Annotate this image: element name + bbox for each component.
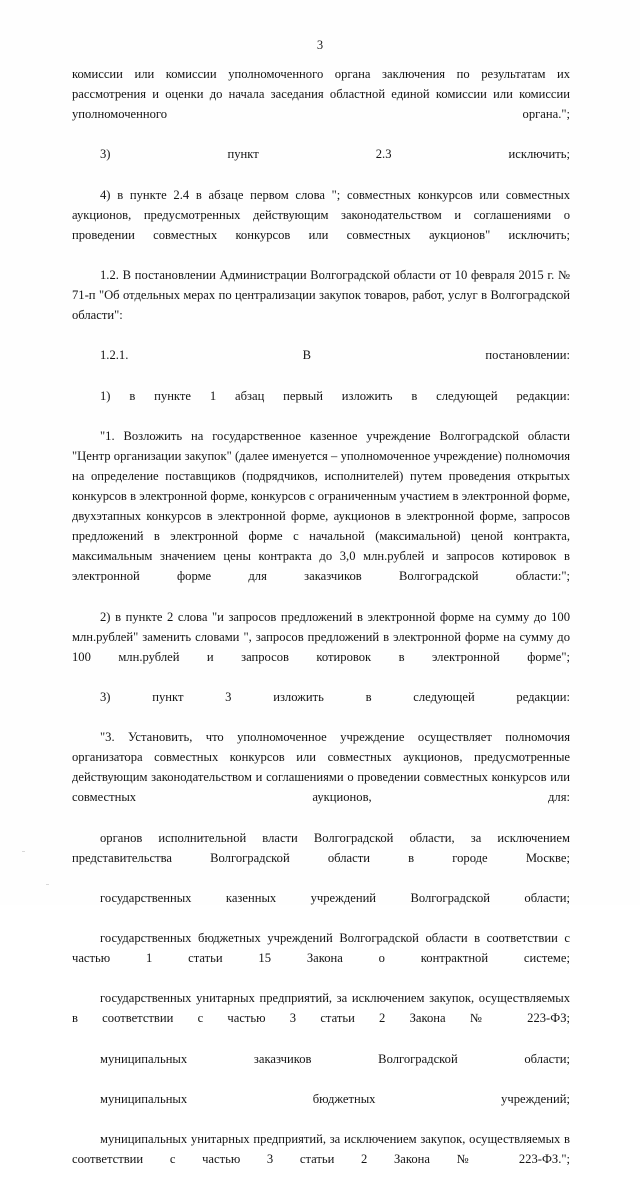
scan-artifact — [22, 851, 25, 852]
paragraph: муниципальных унитарных предприятий, за исключением закупок, осуществляемых в соответствии с частью 3 статьи 2 Закона № 223-ФЗ."; — [72, 1131, 570, 1167]
paragraph: 4) в пункте 2.4 в абзаце первом слова "; совместных конкурсов или совместных аукционов, предусмотренных действующим законодательством и соглашениями о проведении совместных конкурсов или совместных аукционов" исключить; — [72, 187, 570, 242]
document-body — [72, 64, 570, 1189]
paragraph: государственных унитарных предприятий, за исключением закупок, осуществляемых в соответствии с частью 3 статьи 2 Закона № 223-ФЗ; — [72, 991, 570, 1026]
paragraph: государственных бюджетных учреждений Волгоградской области в соответствии с частью 1 статьи 15 Закона о контрактной системе; — [72, 931, 570, 966]
paragraph: органов исполнительной власти Волгоградской области, за исключением представительства Волгоградской области в городе Москве; — [72, 830, 570, 865]
paragraph: "1. Возложить на государственное казенное учреждение Волгоградской области "Центр организации закупок" (далее именуется – уполномоченное учреждение) полномочия на определение поставщиков (подрядчиков, исполнителей) путем проведения открытых конкурсов в электронной форме, конкурсов с ограниченным участием в электронной форме, двухэтапных конкурсов в электронной форме, аукционов в электронной форме, запросов предложений в электронной форме с начальной (максимальной) ценой контракта, максимальным значением цены контракта до 3,0 млн.рублей и запросов котировок в электронной форме для заказчиков Волгоградской области:"; — [72, 428, 570, 584]
paragraph: муниципальных бюджетных учреждений; — [100, 1091, 570, 1106]
paragraph: 1.2.1. В постановлении: — [100, 348, 570, 363]
paragraph: 2) в пункте 2 слова "и запросов предложений в электронной форме на сумму до 100 млн.рублей" заменить словами ", запросов предложений в электронной форме на сумму до 100 млн.рублей и запросов котировок в электронной форме"; — [72, 609, 570, 664]
paragraph: 1) в пункте 1 абзац первый изложить в следующей редакции: — [100, 388, 570, 403]
page-number: 3 — [316, 38, 324, 52]
paragraph: 3) пункт 3 изложить в следующей редакции: — [100, 689, 570, 704]
scan-artifact — [46, 884, 49, 885]
paragraph: муниципальных заказчиков Волгоградской области; — [100, 1051, 570, 1066]
paragraph: государственных казенных учреждений Волгоградской области; — [100, 890, 570, 905]
paragraph: 1.2. В постановлении Администрации Волгоградской области от 10 февраля 2015 г. № 71-п "Об отдельных мерах по централизации закупок товаров, работ, услуг в Волгоградской области": — [72, 267, 570, 323]
paragraph: комиссии или комиссии уполномоченного органа заключения по результатам их рассмотрения и оценки до начала заседания областной единой комиссии или комиссии уполномоченного органа."; — [72, 67, 570, 122]
paragraph: "3. Установить, что уполномоченное учреждение осуществляет полномочия организатора совместных конкурсов или совместных аукционов, предусмотренные действующим законодательством и соглашениями о проведении совместных конкурсов или совместных аукционов, для: — [72, 730, 570, 805]
paragraph: 3) пункт 2.3 исключить; — [100, 147, 570, 162]
